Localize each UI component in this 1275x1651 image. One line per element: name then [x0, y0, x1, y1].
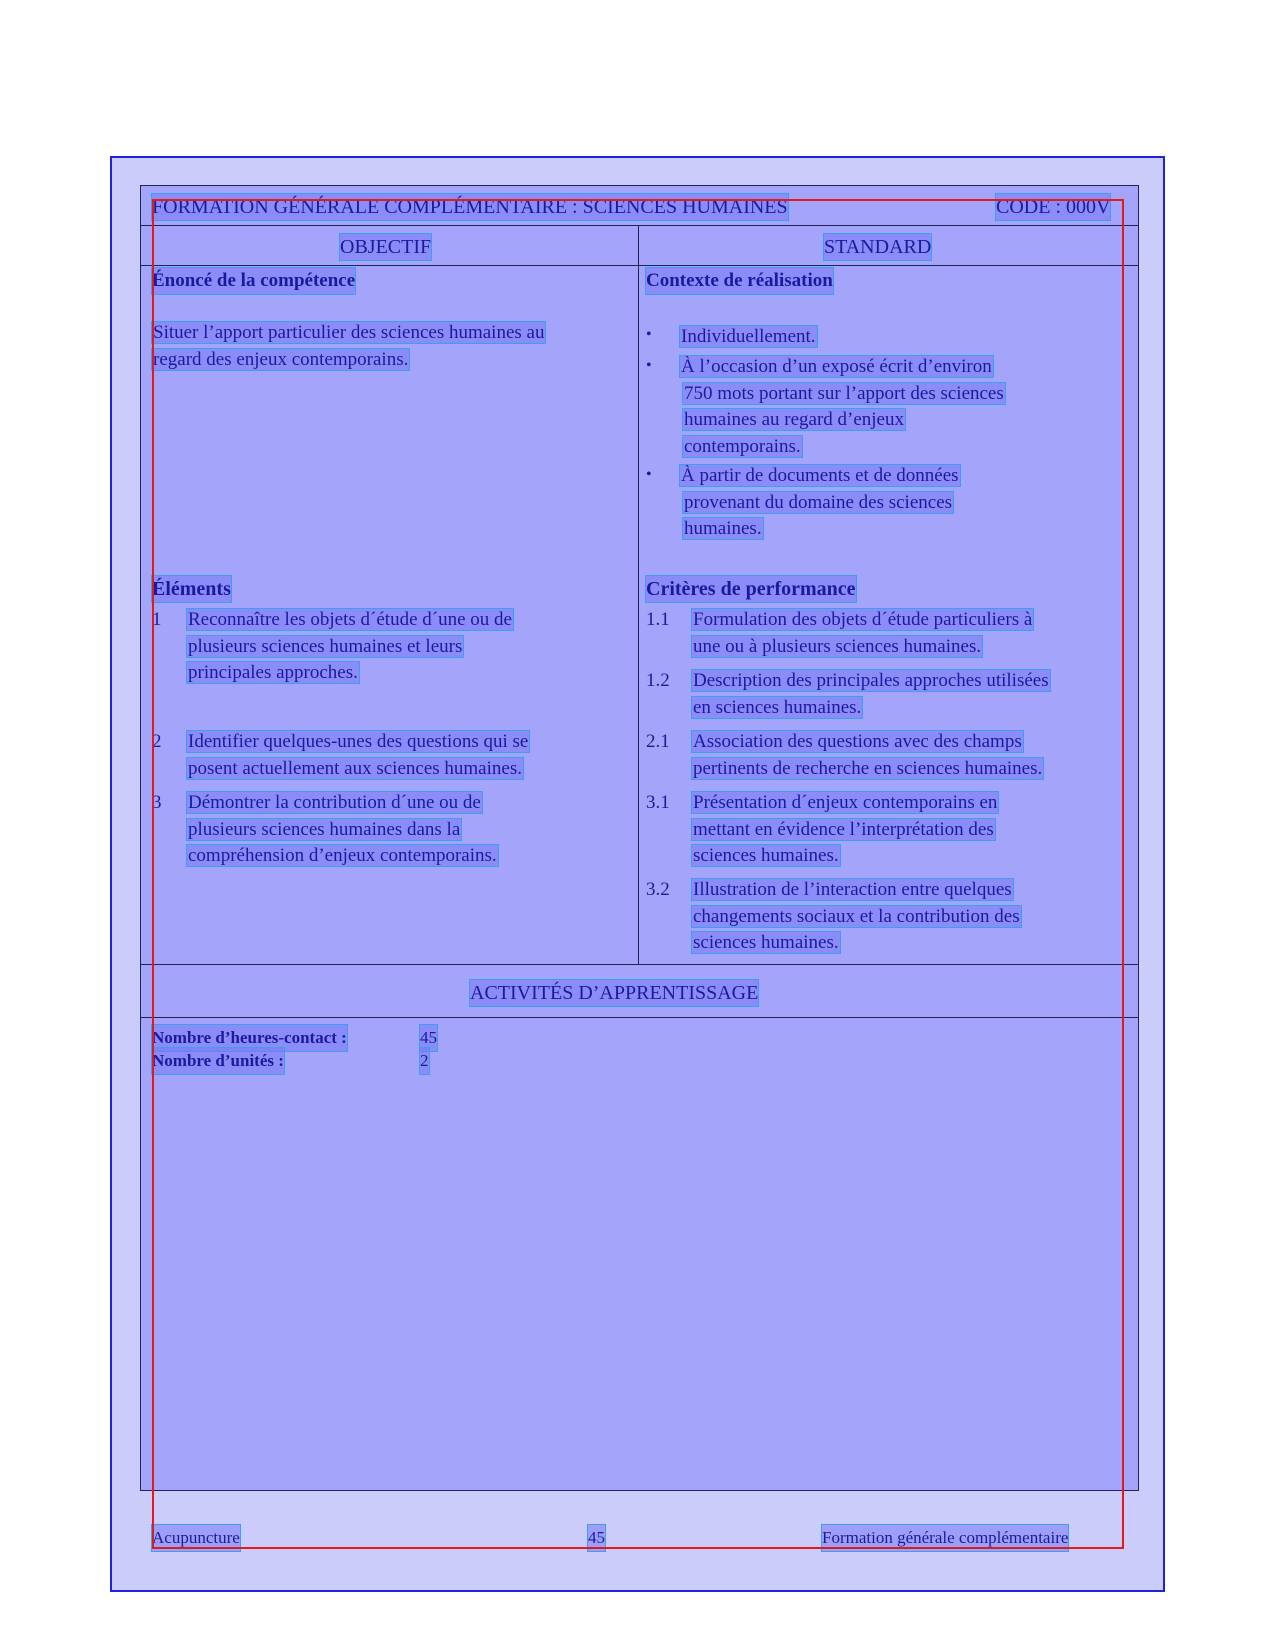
page-number: 45 — [588, 1525, 605, 1551]
footer-left: Acupuncture — [152, 1525, 240, 1551]
document-title: FORMATION GÉNÉRALE COMPLÉMENTAIRE : SCIENCES HUMAINES — [152, 196, 788, 218]
units-label: Nombre d’unités : — [152, 1048, 284, 1074]
context-item: À l’occasion d’un exposé écrit d’environ 750 mots portant sur l’apport des sciences humaines au regard d’enjeux contemporains. — [681, 356, 1004, 457]
context-item: Individuellement. — [681, 326, 816, 347]
element-number: 2 — [152, 731, 162, 752]
criterion-number: 3.1 — [646, 792, 670, 813]
rule-header-bottom — [140, 225, 1139, 226]
bullet-icon: • — [646, 466, 652, 483]
criterion-number: 3.2 — [646, 879, 670, 900]
competence-line: Situer l’apport particulier des sciences humaines au — [153, 322, 545, 343]
rule-columns-bottom — [140, 265, 1139, 266]
rule-body-bottom — [140, 964, 1139, 965]
column-standard: STANDARD — [824, 236, 932, 258]
competence-statement — [152, 320, 545, 373]
bullet-icon: • — [646, 357, 652, 374]
hours-contact-value: 45 — [420, 1025, 437, 1051]
column-objectif: OBJECTIF — [340, 236, 432, 258]
criterion-number: 2.1 — [646, 731, 670, 752]
criterion-number: 1.1 — [646, 609, 670, 630]
criteria-heading: Critères de performance — [646, 578, 856, 600]
activities-heading: ACTIVITÉS D’APPRENTISSAGE — [470, 982, 759, 1004]
elements-heading: Éléments — [152, 578, 231, 600]
context-item: À partir de documents et de données provenant du domaine des sciences humaines. — [681, 465, 959, 539]
bullet-icon: • — [646, 326, 652, 343]
rule-column-divider — [638, 225, 639, 964]
competence-heading: Énoncé de la compétence — [152, 268, 355, 294]
element-number: 1 — [152, 609, 162, 630]
element-number: 3 — [152, 792, 162, 813]
units-value: 2 — [420, 1048, 429, 1074]
footer-right: Formation générale complémentaire — [822, 1525, 1068, 1551]
course-code: CODE : 000V — [996, 196, 1111, 218]
rule-activities-title-bottom — [140, 1017, 1139, 1018]
competence-line: regard des enjeux contemporains. — [153, 348, 409, 370]
context-heading: Contexte de réalisation — [646, 268, 833, 294]
criterion-number: 1.2 — [646, 670, 670, 691]
hours-contact-label: Nombre d’heures-contact : — [152, 1025, 347, 1051]
